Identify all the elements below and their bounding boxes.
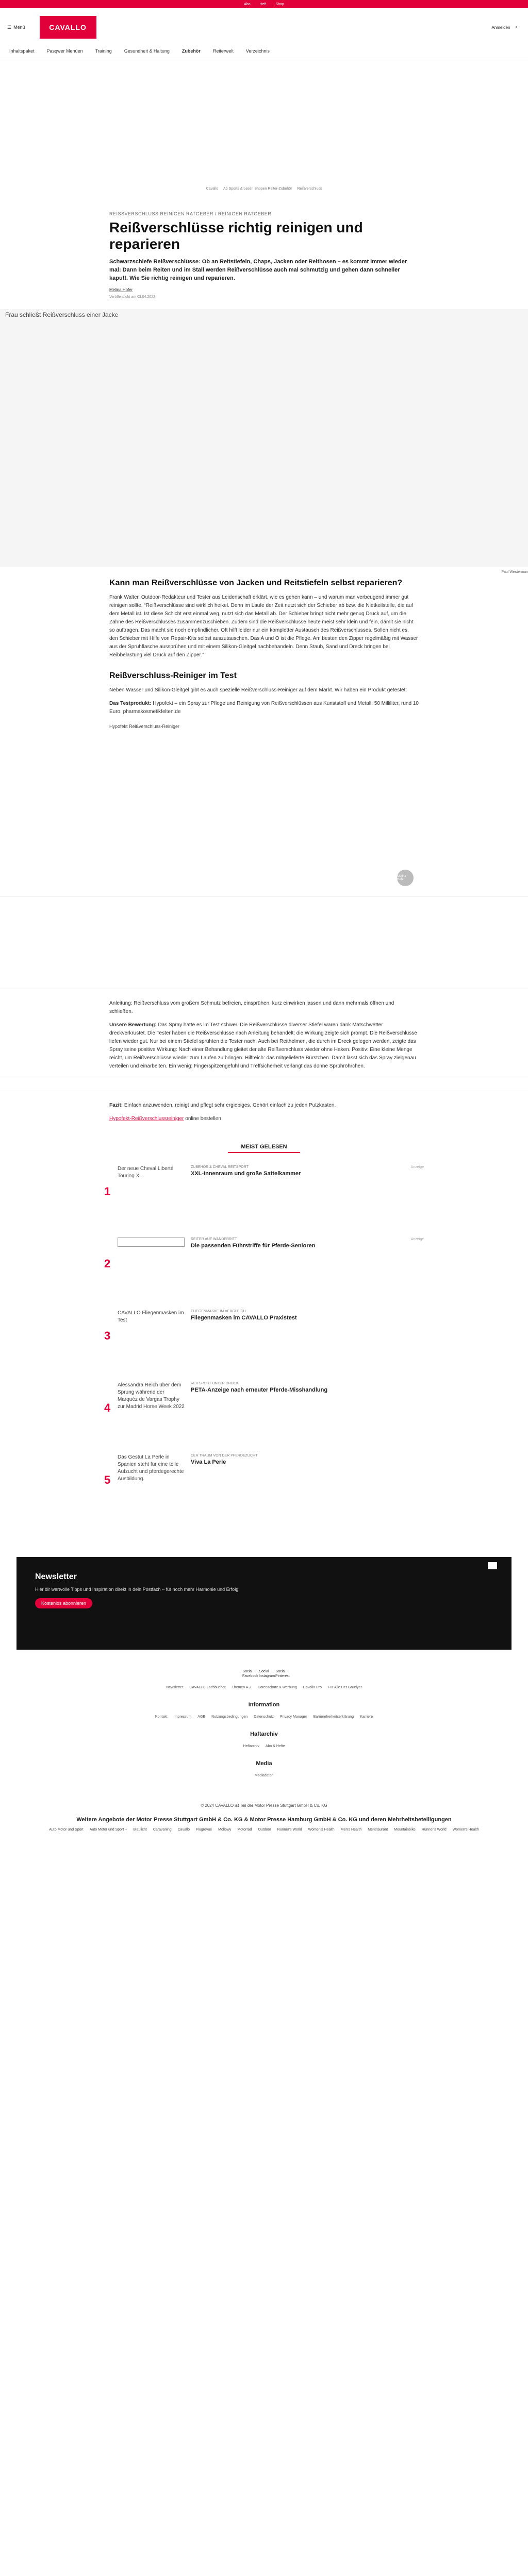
publisher-link[interactable]: Cavallo bbox=[177, 1828, 190, 1832]
breadcrumb-item: Reißverschluss bbox=[297, 187, 322, 191]
list-item[interactable] bbox=[104, 1382, 424, 1454]
footer-link[interactable]: Fur Alle Der Goudyer bbox=[327, 1686, 362, 1689]
footer-link[interactable]: Privacy Manager bbox=[280, 1715, 307, 1719]
item-headline[interactable]: Viva La Perle bbox=[191, 1459, 226, 1465]
image-credit-badge: Melina Hofer bbox=[397, 870, 414, 886]
page-bottom-space bbox=[0, 1832, 528, 2573]
ad-label: Anzeige bbox=[410, 1165, 424, 1169]
hero-image-alt: Frau schließt Reißverschluss einer Jacke bbox=[5, 311, 119, 318]
login-link[interactable]: Anmelden bbox=[491, 25, 510, 30]
label-bold: Fazit: bbox=[109, 1103, 123, 1108]
publisher-link[interactable]: Runner's World bbox=[277, 1828, 302, 1832]
paragraph bbox=[109, 1101, 419, 1110]
footer-link[interactable]: Datenschutz & Werbung bbox=[258, 1686, 297, 1689]
footer-links-row bbox=[0, 1686, 528, 1689]
breadcrumb-item[interactable]: Ab Sports & Lesen Shopen Reiter-Zubehör bbox=[223, 187, 292, 191]
newsletter-title: Newsletter bbox=[35, 1572, 77, 1581]
pinterest-icon[interactable]: Social Pinterest bbox=[275, 1670, 290, 1678]
item-headline[interactable]: XXL-Innenraum und große Sattelkammer bbox=[191, 1171, 301, 1177]
publisher-link[interactable]: Mountainbike bbox=[394, 1828, 416, 1832]
thumbnail bbox=[118, 1238, 185, 1247]
rank-number: 3 bbox=[104, 1329, 111, 1342]
footer-link[interactable]: Datenschutz bbox=[254, 1715, 274, 1719]
item-category: REITER AUF WANDERRITT bbox=[191, 1238, 237, 1241]
nav-item[interactable]: Training bbox=[95, 48, 112, 54]
article-body bbox=[109, 578, 419, 1123]
footer-link[interactable]: Cavallo Pro bbox=[303, 1686, 322, 1689]
item-headline[interactable]: PETA-Anzeige nach erneuter Pferde-Misshandlung bbox=[191, 1387, 328, 1393]
publisher-link[interactable]: Auto Motor und Sport + bbox=[89, 1828, 127, 1832]
paragraph: Neben Wasser und Silikon-Gleitgel gibt es auch spezielle Reißverschluss-Reiniger auf dem Markt. Wir haben ein Produkt getestet: bbox=[109, 687, 407, 693]
top-bar bbox=[0, 0, 528, 8]
nav-item[interactable]: Reiterwelt bbox=[212, 48, 234, 54]
most-read-title: MEIST GELESEN bbox=[228, 1144, 300, 1153]
rank-number: 4 bbox=[104, 1401, 111, 1414]
divider bbox=[0, 1076, 528, 1091]
menu-button[interactable] bbox=[7, 25, 25, 30]
footer-link[interactable]: Kontakt bbox=[155, 1715, 168, 1719]
topbar-link-heft[interactable]: Heft bbox=[259, 2, 267, 6]
thumbnail-alt: Alessandra Reich über dem Sprung während der Marquéz de Vargas Trophy zur Madrid Horse Week 2022 bbox=[118, 1382, 185, 1410]
publisher-link[interactable]: Blaulicht bbox=[133, 1828, 147, 1832]
footer-link[interactable]: Nutzungsbedingungen bbox=[211, 1715, 248, 1719]
thumbnail-alt: Der neue Cheval Liberté Touring XL bbox=[118, 1166, 174, 1179]
list-item[interactable] bbox=[104, 1454, 424, 1526]
subscribe-button[interactable]: Kostenlos abonnieren bbox=[35, 1598, 92, 1608]
article-header bbox=[109, 211, 419, 309]
thumbnail-alt: Das Gestüt La Perle in Spanien steht für eine tolle Aufzucht und pferdegerechte Ausbildung. bbox=[118, 1454, 184, 1482]
publisher-link[interactable]: Men's Health bbox=[340, 1828, 362, 1832]
article-date: Veröffentlicht am 03.04.2022 bbox=[109, 295, 155, 299]
ad-space-inline bbox=[0, 896, 528, 989]
footer-link[interactable]: Karriere bbox=[360, 1715, 373, 1719]
article-title: Reißverschlüsse richtig reinigen und reparieren bbox=[109, 219, 363, 252]
ad-label: Anzeige bbox=[410, 1238, 424, 1241]
site-logo[interactable]: CAVALLO bbox=[40, 16, 96, 39]
nav-item[interactable]: Gesundheit & Haltung bbox=[124, 48, 170, 54]
footer-heading: Haftarchiv bbox=[250, 1731, 278, 1737]
label-bold: Unsere Bewertung: bbox=[109, 1022, 157, 1028]
paragraph: Frank Walter, Outdoor-Redakteur und Tester aus Leidenschaft erklärt, wie es gehen kann – und warum man verbeugend immer gut reinigen sollte. “Reißverschlüsse sind wirklich heikel. Denn im Laufe der Zeit nutzt sich der Schieber ab bzw. die Nietkeilstelle, die auf dem Metall ist. Ist diese Schicht erst einmal weg, nutzt sich das Metall ab. Der Schieber bringt nicht mehr genug Druck auf, um die Zähne des Reißverschlusses zusammenzuschieben. Zudem sind die Reißverschlüsse heute meist sehr klein und fein, damit sie nicht so auftragen. Das macht sie noch empfindlicher. Oft hilft leider nur ein kompletter Austausch des Reißverschlusses. Sollen nicht es, den Schieber mit Hilfe von Repair-Kits selbst auszutauschen. Das A und O ist die Pflege. Am besten den Zipper regelmäßig mit Wasser aus der Sprühflasche aussprühen und mit einem Silikon-Gleitgel nachbehandeln. Denn Staub, Sand und Dreck bringen bei Reibbelastung viel Druck auf den Zipper.” bbox=[109, 595, 418, 658]
breadcrumb bbox=[0, 187, 528, 191]
article-lead: Schwarzschiefe Reißverschlüsse: Ob an Reitstiefeln, Chaps, Jacken oder Reithosen – es kommt immer wieder mal: Dann beim Reiten und im Stall werden Reißverschlüsse auch mal schmutzig und gehen dann schneller kaputt. Wie Sie richtig reinigen und reparieren. bbox=[109, 259, 407, 281]
hero-credit: Paul Westerman bbox=[501, 570, 528, 574]
item-headline[interactable]: Fliegenmasken im CAVALLO Praxistest bbox=[191, 1315, 297, 1321]
nav-item-active[interactable]: Zubehör bbox=[182, 48, 201, 54]
paragraph-text: Hypofekt – ein Spray zur Pflege und Reinigung von Reißverschlüssen aus Kunststoff und Metall. 50 Milliliter, rund 10 Euro. pharmakosmetikfelten.de bbox=[109, 701, 419, 715]
section-heading: Kann man Reißverschlüsse von Jacken und Reitstiefeln selbst reparieren? bbox=[109, 579, 403, 587]
publisher-link[interactable]: Flugrevue bbox=[195, 1828, 212, 1832]
publisher-link[interactable]: Mollowy bbox=[218, 1828, 232, 1832]
nav-item[interactable]: Inhaltspaket bbox=[9, 48, 35, 54]
rank-number: 2 bbox=[104, 1257, 111, 1270]
newsletter-text: Hier dir wertvolle Tipps und Inspiration direkt in dein Postfach – für noch mehr Harmonie und Erfolg! bbox=[35, 1587, 240, 1592]
item-category: ZUBEHÖR & CHEVAL REITSPORT bbox=[191, 1165, 249, 1169]
newsletter-box bbox=[16, 1557, 512, 1650]
publisher-link[interactable]: Motorrad bbox=[237, 1828, 252, 1832]
footer-link[interactable]: Themen A-Z bbox=[232, 1686, 252, 1689]
publisher-link[interactable]: Runner's World bbox=[421, 1828, 447, 1832]
article-kicker: REISSVERSCHLUSS REINIGEN RATGEBER / REINIGEN RATGEBER bbox=[109, 211, 272, 216]
publisher-link[interactable]: Women's Health bbox=[452, 1828, 479, 1832]
thumbnail-alt: CAVALLO Fliegenmasken im Test bbox=[118, 1310, 184, 1323]
publisher-link[interactable]: Auto Motor und Sport bbox=[49, 1828, 84, 1832]
social-links bbox=[0, 1669, 528, 1679]
nav-item[interactable]: Verzeichnis bbox=[245, 48, 270, 54]
list-item[interactable] bbox=[104, 1165, 424, 1238]
main-nav bbox=[0, 46, 528, 58]
publisher-links bbox=[32, 1828, 496, 1832]
search-icon[interactable]: ⌕ bbox=[515, 25, 518, 29]
site-header bbox=[0, 8, 528, 46]
footer-link[interactable]: Newsletter bbox=[166, 1686, 184, 1689]
footer-link[interactable]: Mediadaten bbox=[254, 1774, 274, 1777]
publisher-link[interactable]: Women's Health bbox=[308, 1828, 335, 1832]
publisher-link[interactable]: Outdoor bbox=[258, 1828, 271, 1832]
list-item[interactable] bbox=[104, 1310, 424, 1382]
product-image-alt: Hypofekt Reißverschluss-Reiniger bbox=[109, 724, 180, 729]
footer-heading: Information bbox=[248, 1702, 280, 1708]
rank-number: 5 bbox=[104, 1473, 111, 1486]
paragraph: Anleitung: Reißverschluss vom großem Schmutz befreien, einsprühen, kurz einwirken lassen und dann mehrmals öffnen und schließen. bbox=[109, 1001, 394, 1014]
publisher-link[interactable]: Caravaning bbox=[153, 1828, 172, 1832]
topbar-link-shop[interactable]: Shop bbox=[275, 2, 284, 6]
item-category: DER TRAUM VON DER PFERDEZUCHT bbox=[191, 1454, 258, 1458]
topbar-link-abo[interactable]: Abo bbox=[244, 2, 251, 6]
instagram-icon[interactable]: Social Instagram bbox=[259, 1670, 275, 1678]
footer-link[interactable]: Abo & Hefte bbox=[265, 1744, 285, 1748]
hero-image bbox=[0, 309, 528, 574]
list-item[interactable] bbox=[104, 1238, 424, 1310]
publisher-link[interactable]: Menstaurant bbox=[368, 1828, 388, 1832]
paragraph bbox=[109, 700, 419, 716]
footer-link[interactable]: Barrierefreiheitserklärung bbox=[313, 1715, 354, 1719]
menu-label: Menü bbox=[13, 25, 25, 30]
rank-number: 1 bbox=[104, 1185, 111, 1198]
facebook-icon[interactable]: Social Facebook bbox=[242, 1670, 258, 1678]
copyright: © 2024 CAVALLO ist Teil der Motor Presse Stuttgart GmbH & Co. KG bbox=[201, 1803, 327, 1808]
most-read-section bbox=[104, 1144, 424, 1526]
item-headline[interactable]: Die passenden Führstriffe für Pferde-Senioren bbox=[191, 1243, 316, 1249]
paragraph-text: Einfach anzuwenden, reinigt und pflegt sehr ergiebiges. Gehört einfach zu jeden Putzkasten. bbox=[124, 1103, 336, 1108]
label-bold: Das Testprodukt: bbox=[109, 701, 152, 706]
shop-suffix: online bestellen bbox=[185, 1116, 221, 1122]
footer-link[interactable]: AGB bbox=[197, 1715, 206, 1719]
article-author[interactable]: Melina Hofer bbox=[109, 287, 133, 292]
item-category: FLIEGENMASKE IM VERGLEICH bbox=[191, 1310, 246, 1313]
section-heading: Reißverschluss-Reiniger im Test bbox=[109, 671, 237, 680]
publisher-heading: Weitere Angebote der Motor Presse Stuttgart GmbH & Co. KG & Motor Presse Hamburg GmbH & Co. KG und deren Mehrheitsbeteiligungen bbox=[76, 1817, 452, 1823]
footer-link[interactable]: Heftarchiv bbox=[243, 1744, 259, 1748]
footer-heading: Media bbox=[256, 1760, 272, 1767]
footer-link[interactable]: CAVALLO Fachbücher bbox=[189, 1686, 226, 1689]
shop-paragraph bbox=[109, 1115, 419, 1123]
item-category: REITSPORT UNTER DRUCK bbox=[191, 1382, 239, 1385]
breadcrumb-item[interactable]: Cavallo bbox=[206, 187, 219, 191]
paragraph-text: Das Spray hatte es im Test schwer. Die Reißverschlüsse diverser Stiefel waren dank Matschwetter dreckverkrustet. Die Tester haben die Reißverschlüsse nach Anleitung behandelt; die Wirkung zeigte sich prompt. Die Reißverschlüsse liefen wieder gut. Nur bei einem Stiefel sprühten die Tester nach. Auch bei Reithelmen, die durch im Dreck gelegen werden, zeigte das Spray seine positive Wirkung: Nach einer Behandlung gleitet der alte Reißverschluss wieder ohne Haken. Positiv: Eine kleine Menge reicht, um Reißverschlüsse wieder zum Laufen zu bringen. Hilfreich: das mitgelieferte Bürstchen. Damit lässt sich das Spray zielgenau verteilen und einarbeiten. Ein wenig: Fingerspitzengefühl und Treffsicherheit verlangt das dünne Sprühröhrchen. bbox=[109, 1022, 417, 1069]
shop-link[interactable]: Hypofekt-Reißverschlussreiniger bbox=[109, 1116, 184, 1122]
footer-link[interactable]: Impressum bbox=[173, 1715, 192, 1719]
footer-info-links bbox=[0, 1715, 528, 1719]
ad-space-top bbox=[0, 58, 528, 187]
footer-archive-links bbox=[0, 1744, 528, 1748]
paragraph bbox=[109, 1021, 419, 1071]
product-image bbox=[109, 721, 419, 891]
hamburger-icon: ☰ bbox=[7, 24, 12, 30]
envelope-icon bbox=[488, 1562, 497, 1569]
footer-media-links bbox=[0, 1774, 528, 1777]
nav-item[interactable]: Pasqwer Menüen bbox=[46, 48, 83, 54]
